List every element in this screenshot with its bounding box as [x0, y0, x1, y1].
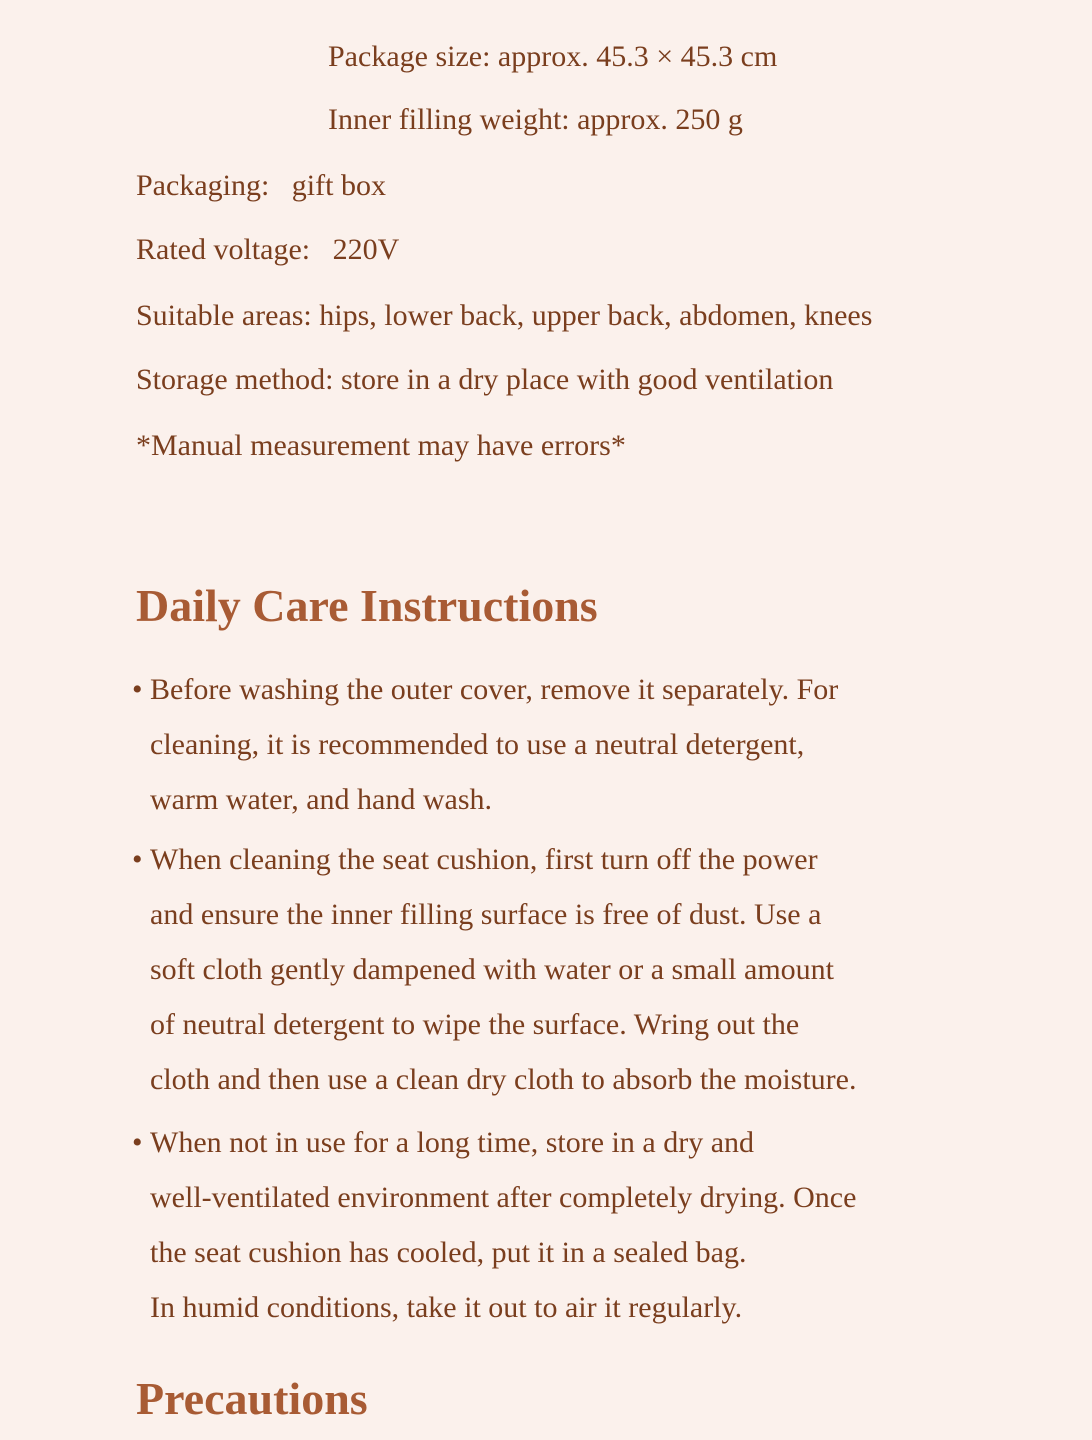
care-item-2-line-5: cloth and then use a clean dry cloth to absorb the moisture.	[150, 1063, 857, 1096]
care-item-2-line-3: soft cloth gently dampened with water or a small amount	[150, 953, 834, 986]
care-item-2-line-4: of neutral detergent to wipe the surface. Wring out the	[150, 1008, 800, 1041]
care-item-1-line-1: Before washing the outer cover, remove it separately. For	[150, 673, 839, 706]
care-item-2-line-2: and ensure the inner filling surface is free of dust. Use a	[150, 898, 822, 931]
spec-storage-method: Storage method: store in a dry place with good ventilation	[136, 363, 834, 396]
spec-package-size: Package size: approx. 45.3 × 45.3 cm	[328, 40, 778, 73]
care-item-3	[132, 1123, 962, 1343]
care-item-3-line-2: well-ventilated environment after completely drying. Once	[150, 1181, 857, 1214]
bullet-icon: •	[132, 673, 143, 706]
spec-packaging: Packaging: gift box	[136, 169, 386, 202]
measurement-note: *Manual measurement may have errors*	[136, 429, 626, 462]
care-item-3-line-3: the seat cushion has cooled, put it in a sealed bag.	[150, 1236, 747, 1269]
care-item-1-line-3: warm water, and hand wash.	[150, 783, 493, 816]
precautions-heading: Precautions	[136, 1373, 368, 1424]
care-item-3-line-4: In humid conditions, take it out to air it regularly.	[150, 1291, 743, 1324]
care-item-2-line-1: When cleaning the seat cushion, first turn off the power	[150, 843, 818, 876]
spec-suitable-areas: Suitable areas: hips, lower back, upper back, abdomen, knees	[136, 299, 873, 332]
spec-inner-filling-weight: Inner filling weight: approx. 250 g	[328, 103, 743, 136]
care-item-2	[132, 840, 962, 1115]
care-heading: Daily Care Instructions	[136, 580, 598, 631]
care-item-1	[132, 670, 962, 835]
care-item-3-line-1: When not in use for a long time, store in a dry and	[150, 1126, 755, 1159]
spec-rated-voltage: Rated voltage: 220V	[136, 233, 400, 266]
bullet-icon: •	[132, 843, 143, 876]
care-item-1-line-2: cleaning, it is recommended to use a neutral detergent,	[150, 728, 805, 761]
bullet-icon: •	[132, 1126, 143, 1159]
